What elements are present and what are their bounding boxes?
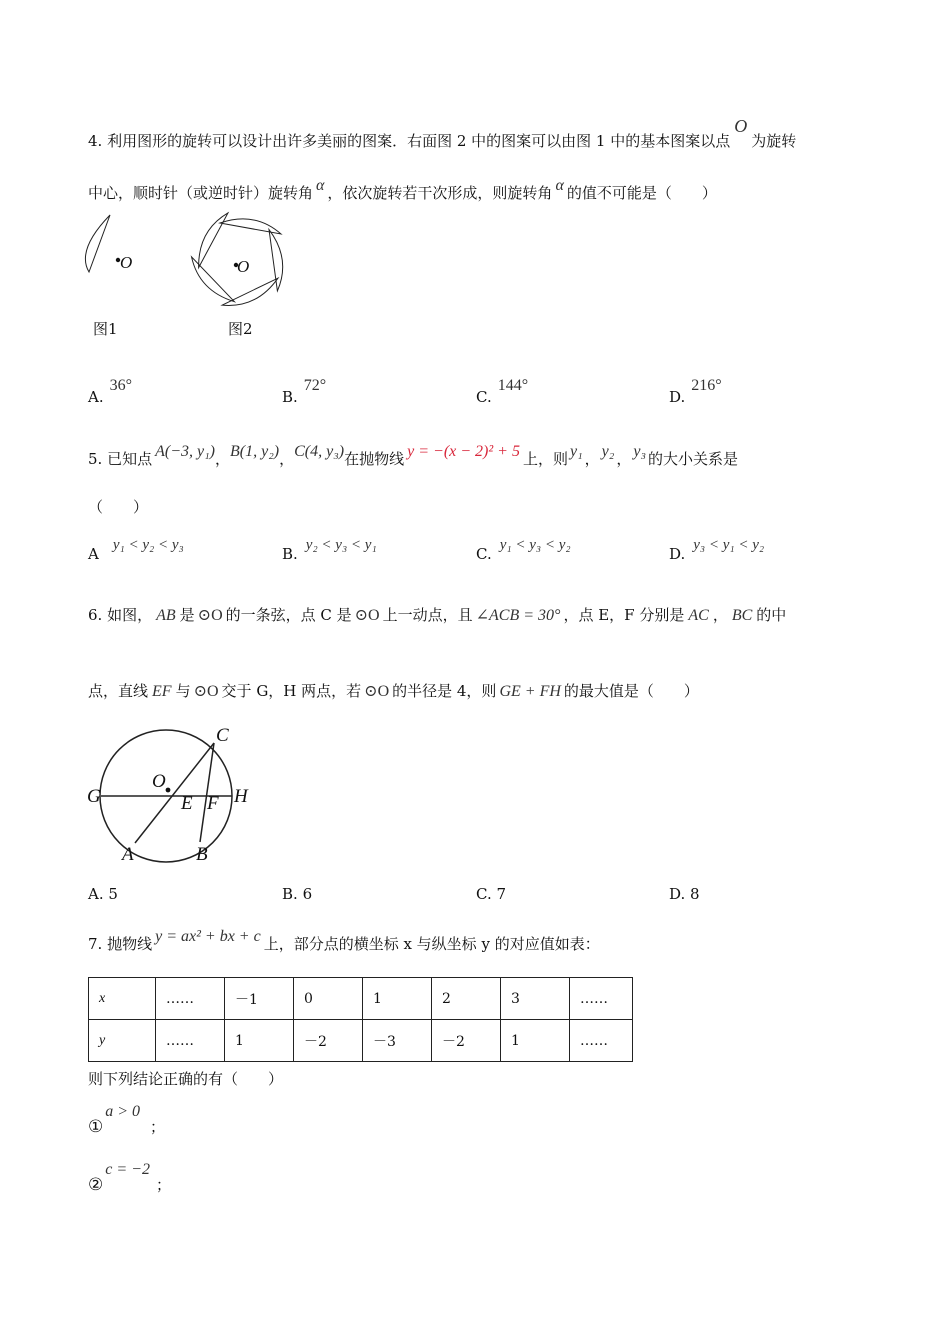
q5-option-d[interactable]: [669, 537, 765, 564]
q4-text-e: 的值不可能是（ ）: [566, 184, 717, 202]
q5-sep-2: ，: [279, 450, 295, 468]
q4-fig1-point-label: O: [120, 253, 133, 272]
q7-item-1-expr: a > 0: [105, 1103, 141, 1120]
q5-after: 上，则: [522, 450, 568, 468]
q4-text-b: 为旋转: [751, 132, 797, 150]
table-cell: 3: [501, 978, 570, 1020]
q5-tail: 的大小关系是: [648, 450, 739, 468]
q6-option-b-label: B.: [282, 885, 298, 903]
q4-text-c: 中心，顺时针（或逆时针）旋转角: [88, 184, 314, 202]
q6-ac: AC: [688, 607, 709, 624]
q6-label-o: O: [152, 771, 166, 792]
q6-option-c-value: 7: [496, 885, 507, 903]
q6-circle-o-1: ⊙O: [197, 607, 223, 624]
q5-mid: 在抛物线: [344, 450, 405, 468]
q5-option-a-label: A: [88, 545, 99, 563]
q4-option-c-value: 144°: [497, 377, 529, 394]
q6-angle: ∠ACB = 30°: [475, 607, 561, 624]
q6-option-c[interactable]: [476, 885, 506, 903]
q7-item-2-num: ②: [88, 1175, 104, 1195]
q7-item-2-expr: c = −2: [105, 1161, 150, 1178]
q7-value-table: [88, 977, 633, 1062]
table-row: [89, 978, 633, 1020]
q7-conclusion: 则下列结论正确的有（ ）: [88, 1070, 284, 1088]
q7-t1: 7. 抛物线: [88, 935, 153, 953]
q5-y3: y₃: [633, 443, 647, 460]
q4-figure-2: [180, 210, 290, 305]
q7-equation: y = ax² + bx + c: [155, 928, 261, 945]
q4-option-d[interactable]: [669, 377, 722, 407]
q6-option-a-value: 5: [108, 885, 118, 903]
q4-text-a: 4. 利用图形的旋转可以设计出许多美丽的图案．右面图 2 中的图案可以由图 1 中的基本图案以点: [88, 132, 731, 150]
q6-t2: 是: [179, 606, 195, 624]
q7-item-1-end: ；: [150, 1118, 166, 1136]
q5-option-d-value: y₃ < y₁ < y₂: [693, 537, 765, 553]
q5-option-c[interactable]: [476, 537, 571, 564]
q4-alpha-1: α: [316, 177, 325, 194]
q5-point-c: C(4, y₃): [294, 443, 345, 460]
table-cell: －2: [432, 1020, 501, 1062]
q6-l2e: 的最大值是（ ）: [563, 682, 699, 700]
q5-point-a: A(−3, y₁): [155, 443, 215, 460]
q4-point-o: O: [734, 116, 748, 136]
table-cell: 1: [363, 978, 432, 1020]
q6-label-h: H: [234, 786, 248, 807]
q6-option-c-label: C.: [476, 885, 492, 903]
q5-point-b: B(1, y₂): [230, 443, 280, 460]
q7-item-2: [88, 1161, 171, 1195]
q4-option-a-value: 36°: [109, 377, 133, 394]
q6-label-b: B: [196, 844, 208, 865]
q7-item-1-num: ①: [88, 1117, 104, 1137]
table-cell: 1: [225, 1020, 294, 1062]
q5-line1: [88, 443, 739, 469]
q6-l2b: 与: [175, 682, 191, 700]
q4-line2: [88, 177, 717, 203]
q6-circle-o-2: ⊙O: [354, 607, 380, 624]
q6-label-e: E: [181, 793, 193, 814]
q4-fig2-caption: 图2: [228, 320, 253, 338]
q6-t7: 的中: [756, 606, 787, 624]
table-cell: ……: [570, 978, 633, 1020]
q5-parabola: y = −(x − 2)² + 5: [407, 443, 520, 460]
q4-option-d-label: D.: [669, 388, 686, 406]
table-cell: 1: [501, 1020, 570, 1062]
q4-option-c[interactable]: [476, 377, 529, 407]
q6-option-d-label: D.: [669, 885, 686, 903]
q4-fig1-caption: 图1: [93, 320, 118, 338]
q6-option-b[interactable]: [282, 885, 312, 903]
q5-option-c-value: y₁ < y₃ < y₂: [499, 537, 571, 553]
q6-line2: [88, 680, 699, 701]
table-cell: －1: [225, 978, 294, 1020]
table-row: [89, 1020, 633, 1062]
table-cell: ……: [156, 978, 225, 1020]
q5-option-c-label: C.: [476, 545, 492, 563]
q6-l2c: 交于 G，H 两点，若: [221, 682, 362, 700]
q6-label-f: F: [207, 793, 219, 814]
table-cell: x: [89, 978, 156, 1020]
q6-label-a: A: [122, 844, 134, 865]
q4-text-d: ，依次旋转若干次形成，则旋转角: [327, 184, 553, 202]
q6-option-d-value: 8: [690, 885, 700, 903]
table-cell: ……: [156, 1020, 225, 1062]
q5-option-a[interactable]: [88, 537, 184, 564]
q7-item-2-end: ；: [155, 1176, 171, 1194]
q5-sep-1: ，: [214, 450, 230, 468]
q4-option-b-value: 72°: [303, 377, 327, 394]
q7-t2: 上，部分点的横坐标 x 与纵坐标 y 的对应值如表：: [263, 935, 600, 953]
q6-option-b-value: 6: [302, 885, 313, 903]
q5-y1: y₁: [569, 443, 583, 460]
q4-option-a-label: A.: [88, 388, 104, 406]
q6-t3: 的一条弦，点 C 是: [225, 606, 352, 624]
table-cell: ……: [570, 1020, 633, 1062]
q5-option-b-label: B.: [282, 545, 298, 563]
table-cell: y: [89, 1020, 156, 1062]
q6-option-d[interactable]: [669, 885, 700, 903]
q5-option-d-label: D.: [669, 545, 686, 563]
q6-t6: ，: [712, 606, 728, 624]
q6-l2a: 点，直线: [88, 682, 149, 700]
q5-option-b[interactable]: [282, 537, 377, 564]
q4-line1: [88, 116, 797, 151]
q4-option-c-label: C.: [476, 388, 492, 406]
q6-label-g: G: [87, 786, 101, 807]
q6-option-a[interactable]: [88, 885, 118, 903]
q6-bc: BC: [731, 607, 753, 624]
q7-item-1: [88, 1103, 166, 1137]
q4-option-b[interactable]: [282, 377, 327, 407]
q5-comma-2: ，: [616, 450, 632, 468]
q6-line1: [88, 604, 786, 625]
q4-alpha-2: α: [555, 177, 564, 194]
q4-option-a[interactable]: [88, 377, 133, 407]
table-cell: －2: [294, 1020, 363, 1062]
q6-circle-o-4: ⊙O: [364, 683, 390, 700]
q5-option-a-value: y₁ < y₂ < y₃: [112, 537, 184, 553]
q6-option-a-label: A.: [88, 885, 104, 903]
q6-ab: AB: [156, 607, 176, 624]
q5-paren: （ ）: [88, 498, 149, 516]
q5-option-b-value: y₂ < y₃ < y₁: [305, 537, 377, 553]
q6-ge-fh: GE + FH: [499, 683, 561, 700]
q6-l2d: 的半径是 4，则: [392, 682, 497, 700]
q4-fig2-point-label: O: [237, 257, 250, 276]
q4-option-b-label: B.: [282, 388, 298, 406]
q5-prefix: 5. 已知点: [88, 450, 153, 468]
q5-comma-1: ，: [584, 450, 600, 468]
q6-t5: ，点 E，F 分别是: [563, 606, 685, 624]
q6-t4: 上一动点，且: [382, 606, 473, 624]
q6-t1: 6. 如图，: [88, 606, 153, 624]
table-cell: 0: [294, 978, 363, 1020]
q6-ef: EF: [152, 683, 172, 700]
q5-y2: y₂: [601, 443, 615, 460]
q4-option-d-value: 216°: [691, 377, 722, 394]
q7-line1: [88, 928, 600, 954]
q4-figure-1: [80, 210, 150, 280]
table-cell: 2: [432, 978, 501, 1020]
q6-label-c: C: [216, 725, 229, 746]
table-cell: －3: [363, 1020, 432, 1062]
q6-circle-o-3: ⊙O: [193, 683, 219, 700]
